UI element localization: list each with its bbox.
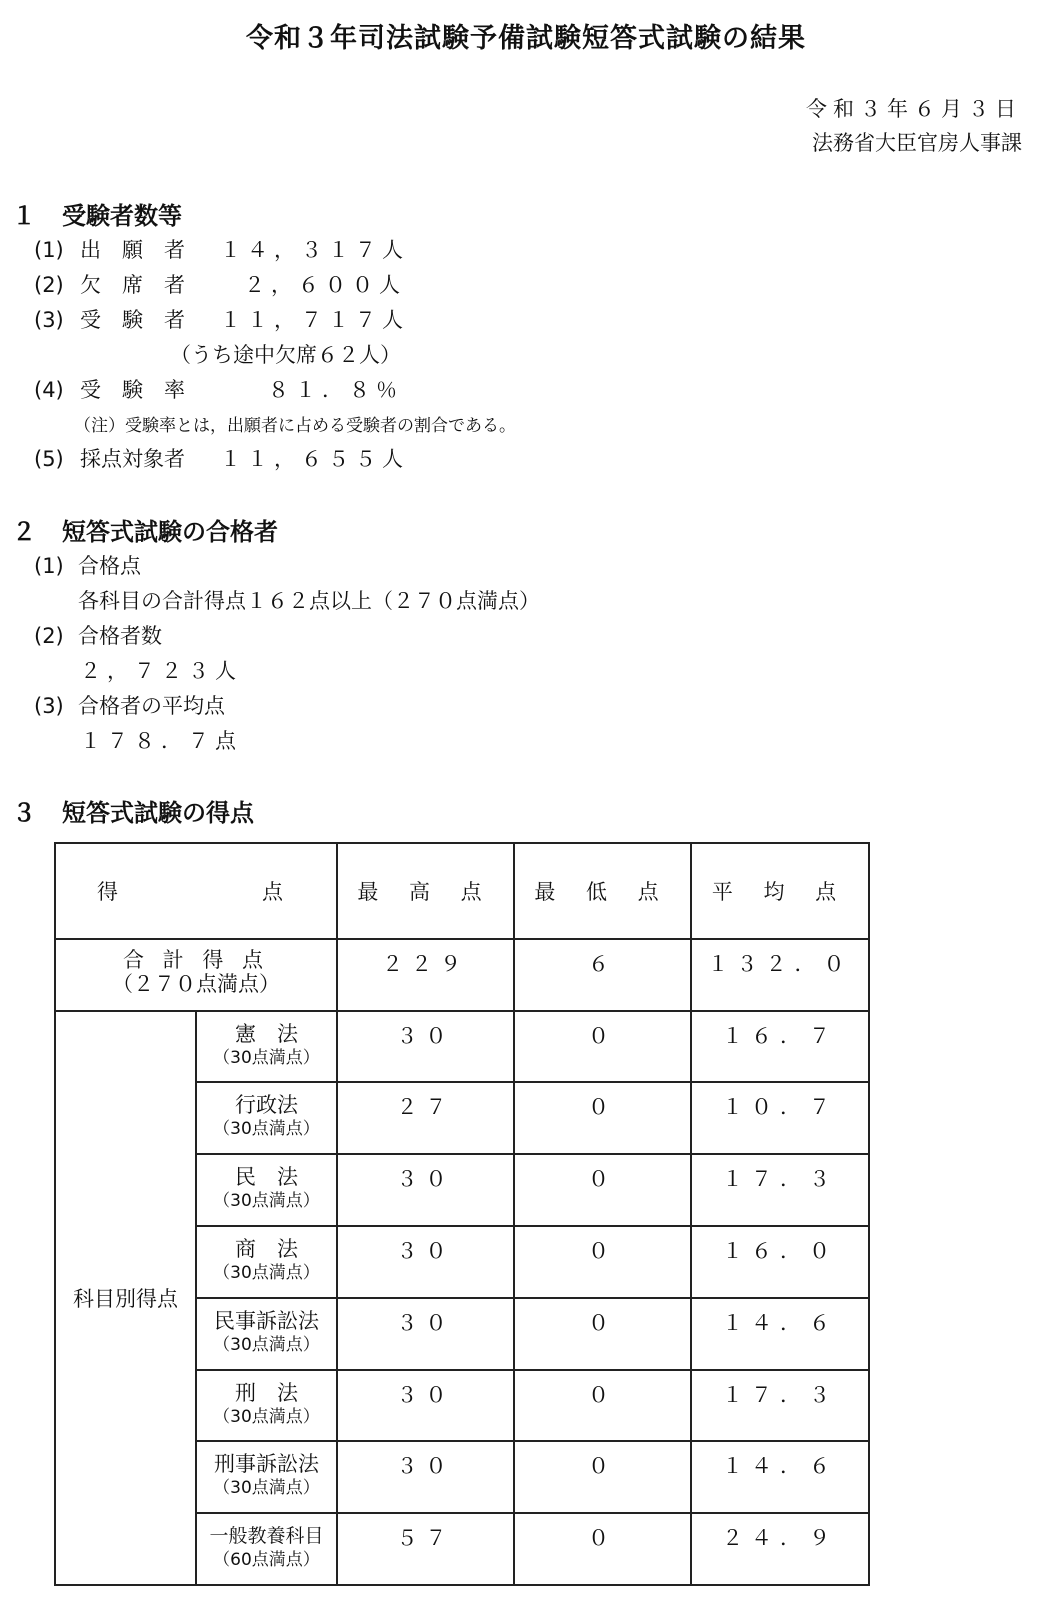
subject-avg: [691, 1298, 869, 1370]
subject-min-value: ０: [588, 1310, 617, 1335]
item-value: １１，７１７人: [220, 308, 409, 332]
issuer: 法務省大臣官房人事課: [812, 131, 1022, 155]
item-label: 受 験 率: [80, 378, 185, 402]
item-label: 欠 席 者: [80, 273, 185, 297]
subject-avg-value: １６．０: [722, 1238, 838, 1263]
absent-midway: （うち途中欠席６２人）: [170, 343, 401, 367]
total-min: [514, 939, 691, 1011]
pass-average-value: １７８．７点: [80, 729, 242, 753]
item-number: (3): [34, 694, 64, 718]
examinees-row: [34, 304, 409, 334]
subject-min-value: ０: [588, 1238, 617, 1263]
section-number: ３: [12, 799, 36, 827]
pass-count-value: ２，７２３人: [80, 659, 242, 683]
section-2-heading: [12, 512, 278, 547]
pass-mark-value: 各科目の合計得点１６２点以上（２７０点満点）: [78, 589, 540, 613]
subject-avg-value: １６．７: [722, 1023, 838, 1048]
item-value: ２，６００人: [244, 273, 406, 297]
subject-name: 一般教養科目: [209, 1525, 324, 1548]
subject-avg: [691, 1370, 869, 1442]
subject-name: 刑事訴訟法: [214, 1452, 319, 1477]
subject-avg: [691, 1082, 869, 1154]
pass-average-heading: [34, 690, 225, 720]
subject-max-score: （30点満点）: [213, 1047, 320, 1068]
item-label: 受 験 者: [80, 308, 185, 332]
subject-max-value: ３０: [396, 1454, 455, 1479]
subject-max-score: （30点満点）: [213, 1406, 320, 1427]
subject-name: 民 法: [235, 1165, 298, 1190]
exam-rate-note: （注）受験率とは，出願者に占める受験者の割合である。: [74, 416, 516, 436]
subject-avg: [691, 1226, 869, 1298]
subject-max-score: （30点満点）: [213, 1478, 320, 1499]
item-number: (1): [34, 554, 64, 578]
subject-avg-value: １０．７: [722, 1095, 838, 1120]
subject-max: [337, 1513, 514, 1585]
item-label: 合格者の平均点: [78, 694, 225, 718]
subject-max: [337, 1011, 514, 1083]
subject-min: [514, 1011, 691, 1083]
item-label: 合格者数: [78, 624, 162, 648]
header-max: 最 高 点: [337, 843, 514, 939]
total-label: 合 計 得 点: [122, 947, 270, 972]
item-value: １４，３１７人: [220, 238, 409, 262]
applicants-row: [34, 234, 409, 264]
section-number: １: [12, 202, 36, 230]
item-number: (1): [34, 238, 64, 262]
subject-max-value: ２７: [396, 1095, 455, 1120]
total-min-value: ６: [588, 951, 617, 976]
issue-date: 令和３年６月３日: [806, 97, 1022, 121]
subject-max-score: （30点満点）: [213, 1191, 320, 1212]
subject-name-cell: [196, 1226, 337, 1298]
total-row: [55, 939, 869, 1011]
subject-name-cell: [196, 1441, 337, 1513]
exam-rate-row: [34, 374, 403, 404]
subject-min-value: ０: [588, 1382, 617, 1407]
subject-max: [337, 1226, 514, 1298]
subject-min-value: ０: [588, 1526, 617, 1551]
total-sub: （２７０点満点）: [112, 971, 280, 996]
subject-min: [514, 1513, 691, 1585]
subject-max-score: （30点満点）: [213, 1334, 320, 1355]
total-max-value: ２２９: [382, 951, 469, 976]
subject-max: [337, 1298, 514, 1370]
table-row: [55, 1011, 869, 1083]
score-table: [54, 842, 870, 1586]
subject-avg-value: １７．３: [722, 1382, 838, 1407]
subject-name-cell: [196, 1011, 337, 1083]
subject-max: [337, 1082, 514, 1154]
subject-avg-value: １７．３: [722, 1167, 838, 1192]
subject-max: [337, 1441, 514, 1513]
subject-name-cell: [196, 1154, 337, 1226]
subject-min: [514, 1298, 691, 1370]
item-number: (4): [34, 378, 64, 402]
item-label: 出 願 者: [80, 238, 185, 262]
subject-name-cell: [196, 1298, 337, 1370]
total-avg-value: １３２．０: [707, 951, 853, 976]
subject-max-value: ３０: [396, 1167, 455, 1192]
section-1-heading: [12, 196, 182, 231]
subject-min: [514, 1370, 691, 1442]
subject-max-score: （30点満点）: [213, 1262, 320, 1283]
item-label: 採点対象者: [80, 447, 185, 471]
section-title: 受験者数等: [62, 202, 182, 230]
subject-name: 刑 法: [235, 1380, 298, 1405]
header-min: 最 低 点: [514, 843, 691, 939]
subject-max-value: ３０: [396, 1238, 455, 1263]
subject-min: [514, 1226, 691, 1298]
subject-max: [337, 1370, 514, 1442]
item-label: 合格点: [78, 554, 141, 578]
pass-mark-heading: [34, 550, 141, 580]
absentees-row: [34, 269, 406, 299]
subject-name: 民事訴訟法: [214, 1308, 319, 1333]
subject-avg-value: １４．６: [722, 1310, 838, 1335]
subject-max-value: ３０: [396, 1023, 455, 1048]
subject-max-score: （30点満点）: [213, 1119, 320, 1140]
date-block: [806, 92, 1022, 160]
subject-min-value: ０: [588, 1454, 617, 1479]
page-title: 令和３年司法試験予備試験短答式試験の結果: [246, 23, 806, 54]
subject-avg: [691, 1011, 869, 1083]
section-number: ２: [12, 518, 36, 546]
subject-max-value: ３０: [396, 1382, 455, 1407]
item-value: ８１．８％: [268, 378, 403, 402]
total-label-cell: [55, 939, 337, 1011]
subject-min-value: ０: [588, 1095, 617, 1120]
subject-name-cell: [196, 1082, 337, 1154]
subject-avg-value: １４．６: [722, 1454, 838, 1479]
subject-max-value: ５７: [396, 1526, 455, 1551]
item-number: (2): [34, 624, 64, 648]
table-header-row: [55, 843, 869, 939]
subject-min-value: ０: [588, 1023, 617, 1048]
subject-min: [514, 1154, 691, 1226]
subject-max: [337, 1154, 514, 1226]
subject-min-value: ０: [588, 1167, 617, 1192]
section-title: 短答式試験の合格者: [62, 518, 278, 546]
subject-avg: [691, 1441, 869, 1513]
item-number: (2): [34, 273, 64, 297]
header-avg: 平 均 点: [691, 843, 869, 939]
subject-max-value: ３０: [396, 1310, 455, 1335]
subject-group-label: 科目別得点: [55, 1011, 196, 1585]
total-max: [337, 939, 514, 1011]
pass-count-heading: [34, 620, 162, 650]
item-value: １１，６５５人: [220, 447, 409, 471]
subject-max-score: （60点満点）: [213, 1550, 320, 1571]
subject-avg: [691, 1513, 869, 1585]
subject-name: 憲 法: [235, 1021, 298, 1046]
section-title: 短答式試験の得点: [62, 799, 254, 827]
subject-min: [514, 1441, 691, 1513]
total-avg: [691, 939, 869, 1011]
graded-row: [34, 443, 409, 473]
section-3-heading: [12, 793, 254, 828]
subject-avg: [691, 1154, 869, 1226]
subject-name-cell: [196, 1370, 337, 1442]
item-number: (5): [34, 447, 64, 471]
subject-avg-value: ２４．９: [722, 1526, 838, 1551]
header-score: 得 点: [55, 843, 337, 939]
item-number: (3): [34, 308, 64, 332]
subject-name-cell: [196, 1513, 337, 1585]
subject-min: [514, 1082, 691, 1154]
subject-name: 行政法: [235, 1093, 298, 1118]
subject-name: 商 法: [235, 1236, 298, 1261]
